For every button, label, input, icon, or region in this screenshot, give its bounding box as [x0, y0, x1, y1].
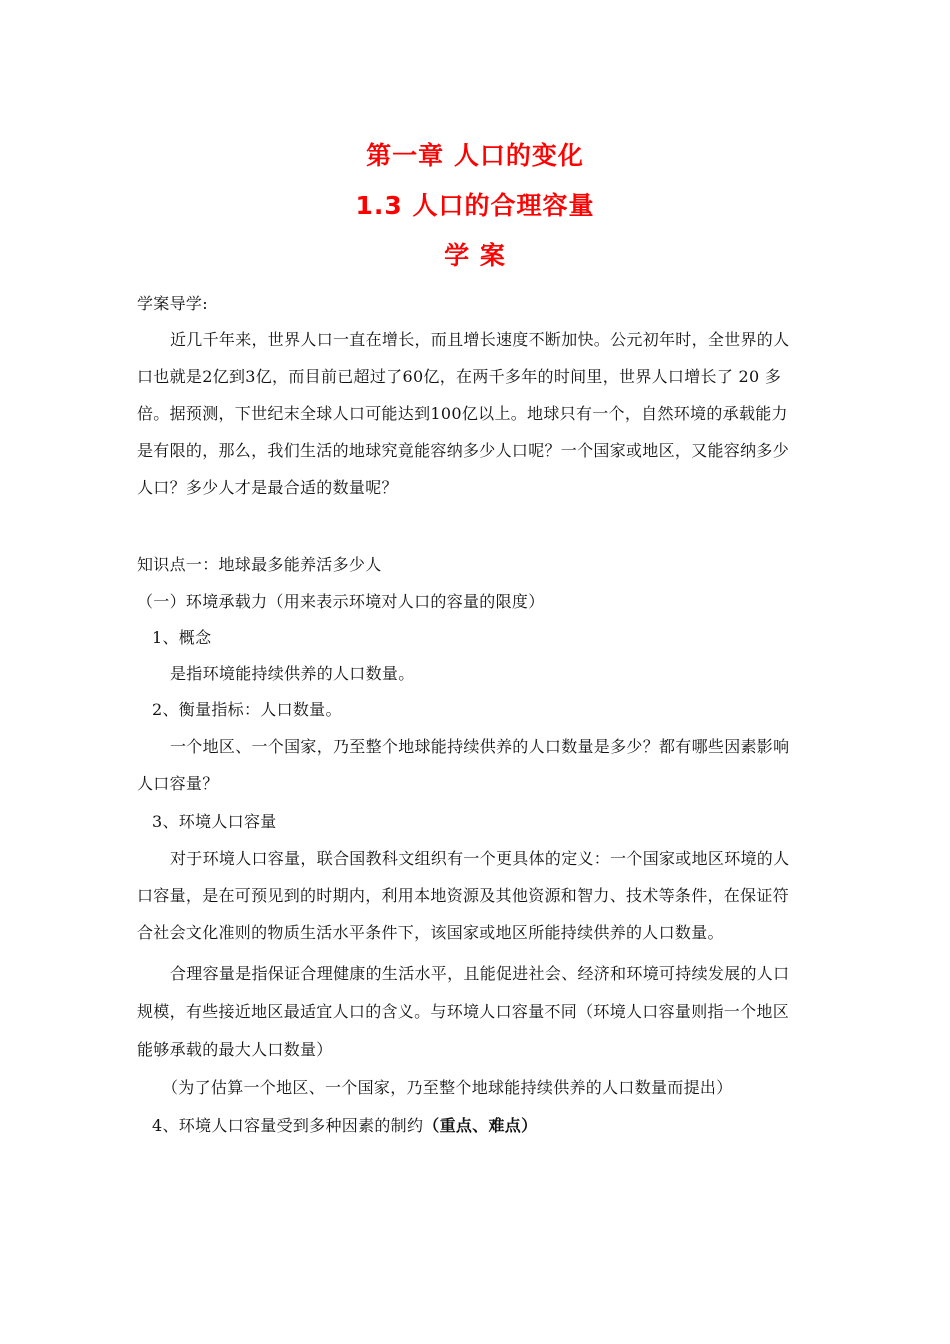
item-heading: [152, 1116, 537, 1136]
item-text: 是指环境能持续供养的人口数量。: [170, 664, 415, 683]
item-text: 一个地区、一个国家，乃至整个地球能持续供养的人口数量是多少？都有哪些因素影响: [170, 737, 790, 756]
doc-type-title: 学 案: [444, 241, 506, 270]
item-note: （为了估算一个地区、一个国家，乃至整个地球能持续供养的人口数量而提出）: [162, 1078, 733, 1097]
guide-line: 近几千年来，世界人口一直在增长，而且增长速度不断加快。公元初年时，全世界的人: [170, 330, 790, 349]
item-text: 能够承载的最大人口数量）: [137, 1040, 333, 1059]
guide-heading: 学案导学:: [137, 294, 208, 313]
guide-line: 倍。据预测，下世纪末全球人口可能达到100亿以上。地球只有一个，自然环境的承载能力: [137, 404, 788, 423]
guide-line: 是有限的，那么，我们生活的地球究竟能容纳多少人口呢？一个国家或地区，又能容纳多少: [137, 441, 790, 460]
item-heading: 1、概念: [152, 628, 212, 647]
item-text: 对于环境人口容量，联合国教科文组织有一个更具体的定义：一个国家或地区环境的人: [170, 849, 790, 868]
knowledge-point-heading: 知识点一：地球最多能养活多少人: [137, 555, 382, 574]
item-text: 合社会文化准则的物质生活水平条件下，该国家或地区所能持续供养的人口数量。: [137, 923, 724, 942]
item-heading-text: 4、环境人口容量受到多种因素的制约: [152, 1116, 424, 1135]
chapter-title: 第一章 人口的变化: [366, 141, 584, 170]
item-heading: 3、环境人口容量: [152, 812, 277, 831]
item-heading: 2、衡量指标：人口数量。: [152, 700, 342, 719]
subsection-heading: （一）环境承载力（用来表示环境对人口的容量的限度）: [137, 592, 545, 611]
guide-line: 口也就是2亿到3亿，而目前已超过了60亿，在两千多年的时间里，世界人口增长了 20 多: [137, 367, 782, 386]
section-title: 1.3 人口的合理容量: [355, 191, 595, 220]
item-text: 合理容量是指保证合理健康的生活水平，且能促进社会、经济和环境可持续发展的人口: [170, 964, 790, 983]
guide-line: 人口？多少人才是最合适的数量呢？: [137, 478, 398, 497]
item-text: 口容量，是在可预见到的时期内，利用本地资源及其他资源和智力、技术等条件，在保证符: [137, 886, 790, 905]
emphasis-label: （重点、难点）: [423, 1116, 538, 1135]
item-text: 规模，有些接近地区最适宜人口的含义。与环境人口容量不同（环境人口容量则指一个地区: [137, 1002, 790, 1021]
item-text: 人口容量？: [137, 774, 219, 793]
